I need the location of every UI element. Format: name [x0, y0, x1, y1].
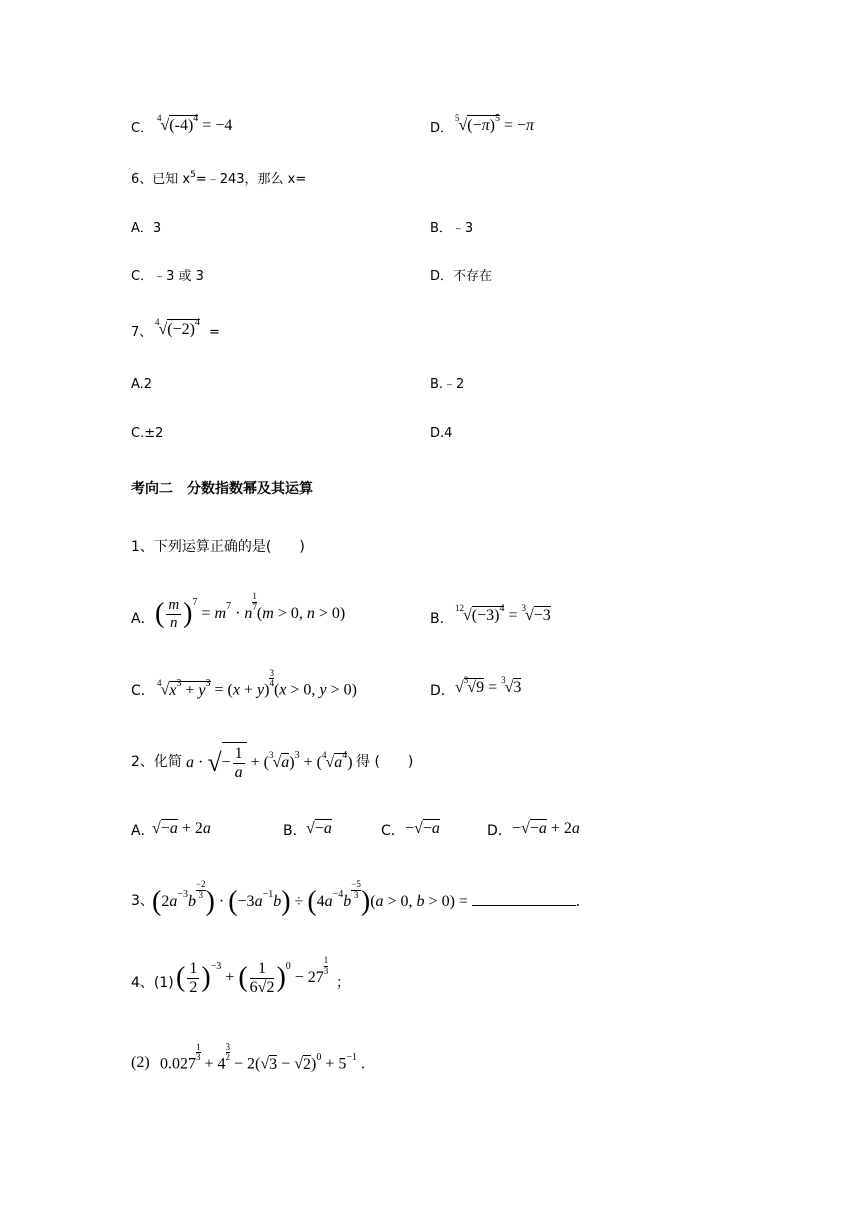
p2-stem-formula: a · √− $\frac{1}{a}$ + $(^3√a)^3 + (^4√a^4)$	[186, 742, 353, 781]
q5-option-c-formula: $^4√(-4)^4 = -4$	[157, 113, 233, 134]
q6-option-b: B．﹣3	[430, 221, 474, 236]
p2-stem-prefix: 2、化简	[131, 754, 182, 770]
p1-stem: 1、下列运算正确的是( )	[131, 539, 305, 555]
p1-option-d-formula: √$^3$√9 = $^3$√3	[455, 675, 522, 696]
q6-option-d: D．不存在	[430, 269, 493, 284]
p2-stem-suffix: 得 ( )	[356, 754, 414, 770]
p1-option-a-formula: ( $\frac{m}{n}$ )$^7 = m^7 \cdot n$ $\frac{1}{7}$ (m > 0, n > 0)	[155, 591, 346, 631]
p2-option-b-label: B．	[283, 823, 307, 839]
p2-option-a-label: A．	[131, 823, 155, 839]
p1-option-c-formula: $^4√x^3 + y^3 = (x + y)$ $\frac{3}{4}$ (x > 0, y > 0)	[157, 668, 357, 699]
q7-stem-equals: =	[209, 325, 220, 340]
q7-option-d: D.4	[430, 426, 453, 441]
q6-option-c: C．﹣3 或 3	[131, 269, 204, 284]
q5-option-d-label: D．	[430, 121, 454, 136]
p4-label: 4、(1)	[131, 975, 174, 991]
p2-option-c-formula: −√−a	[405, 820, 440, 837]
p2-option-a-formula: √−a + 2a	[152, 820, 211, 837]
q7-option-c: C.±2	[131, 426, 164, 441]
p1-option-b-formula: $^{12}√(-3)^4 = ^3√-3$	[455, 603, 551, 624]
p2-option-c-label: C．	[381, 823, 405, 839]
p4-part1-formula: ( $\frac{1}{2}$ )$^{-3}$ + ( $\frac{1}{6√2}$ )$^0$ − 27 $\frac{1}{3}$	[176, 955, 329, 996]
p1-option-c-label: C．	[131, 683, 155, 699]
p3-formula: ($2a^{-3}b$ $\frac{-2}{3}$ ) · $(-3a^{-1}b) \div (4a^{-4}b$ $\frac{-5}{3}$ )(a > 0, b > 0) = .	[152, 879, 580, 917]
q7-option-b: B.﹣2	[430, 377, 465, 392]
q6-option-a: A．3	[131, 221, 162, 236]
p1-option-d-label: D．	[430, 683, 455, 699]
p4-part1-end: ；	[336, 975, 350, 991]
p2-option-d-label: D．	[487, 823, 512, 839]
p1-option-b-label: B．	[430, 611, 454, 627]
q6-stem: 6、已知 $x^5=﹣243$，那么 x=	[131, 170, 307, 187]
p3-label: 3、	[131, 893, 154, 909]
q7-stem-formula: $^4√(-2)^4$	[155, 317, 200, 338]
q5-option-c-label: C．	[131, 121, 154, 136]
p1-option-a-label: A．	[131, 611, 155, 627]
p4-part2-formula: 0.027 $\frac{1}{3}$ + 4 $\frac{3}{2}$ − $2(√3 - √2)^0 + 5^{-1}$ .	[160, 1042, 365, 1073]
p4-part2-label: (2)	[131, 1054, 150, 1071]
p2-option-b-formula: √−a	[306, 820, 332, 837]
q5-option-d-formula: $^5√(-\pi)^5 = -\pi$	[455, 113, 535, 134]
p2-option-d-formula: −√−a + 2a	[512, 820, 580, 837]
q7-stem-prefix: 7、	[131, 325, 153, 340]
q7-option-a: A.2	[131, 377, 153, 392]
section-heading: 考向二 分数指数幂及其运算	[131, 481, 313, 497]
